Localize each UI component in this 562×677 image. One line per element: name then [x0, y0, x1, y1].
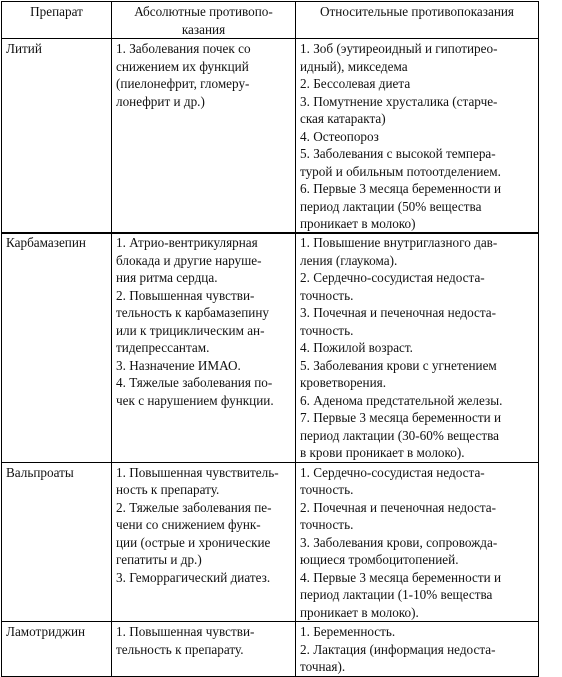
- absolute-contraindications: [112, 39, 296, 234]
- text-line: лонефрит и др.): [116, 93, 205, 109]
- header-row: [2, 2, 539, 39]
- text-line: тидепрессантам.: [116, 340, 210, 355]
- text-line: или к трициклическим ан-: [116, 322, 265, 338]
- text-line: 2. Тяжелые заболевания пе-: [116, 499, 272, 515]
- text-line: 4. Тяжелые заболевания по-: [116, 375, 273, 390]
- text-line: 1. Атрио-вентрикулярная: [116, 235, 258, 250]
- text-line: тельность к препарату.: [116, 641, 244, 657]
- text-line: 3. Геморрагический диатез.: [116, 569, 271, 585]
- text-line: 3. Почечная и печеночная недоста-: [300, 305, 497, 320]
- header-relative: Относительные противопоказания: [296, 2, 539, 39]
- drug-name: Вальпроаты: [2, 462, 112, 622]
- text-line: 1. Беременность.: [300, 624, 396, 639]
- text-line: 1. Зоб (эутиреоидный и гипотирео-: [300, 41, 498, 56]
- text-line: 3. Помутнение хрусталика (старче-: [300, 93, 498, 109]
- header-absolute: [112, 2, 296, 39]
- text-line: 5. Заболевания крови с угнетением: [300, 357, 497, 373]
- text-line: снижением их функций: [116, 58, 249, 74]
- text-line: 4. Остеопороз: [300, 128, 379, 144]
- text-line: 2. Почечная и печеночная недоста-: [300, 499, 497, 515]
- text-line: точность.: [300, 482, 354, 497]
- text-line: точность.: [300, 287, 354, 303]
- text-line: 4. Первые 3 месяца беременности и: [300, 569, 502, 585]
- text-line: 6. Первые 3 месяца беременности и: [300, 181, 502, 196]
- absolute-contraindications: [112, 233, 296, 463]
- table-row: [2, 622, 539, 677]
- text-line: ния ритма сердца.: [116, 270, 218, 285]
- relative-contraindications: [296, 462, 539, 622]
- absolute-contraindications: [112, 462, 296, 622]
- drug-name: Литий: [2, 39, 112, 234]
- text-line: 7. Первые 3 месяца беременности и: [300, 410, 502, 425]
- text-line: блокада и другие наруше-: [116, 252, 262, 268]
- absolute-contraindications: [112, 622, 296, 677]
- text-line: 4. Пожилой возраст.: [300, 340, 413, 355]
- text-line: гепатиты и др.): [116, 552, 202, 567]
- header-absolute-line2: казания: [181, 21, 226, 37]
- text-line: ность к препарату.: [116, 482, 220, 497]
- relative-contraindications: [296, 39, 539, 234]
- text-line: кроветворения.: [300, 375, 387, 390]
- text-line: 1. Сердечно-сосудистая недоста-: [300, 464, 485, 480]
- text-line: проникает в молоко).: [300, 604, 419, 620]
- text-line: идный), микседема: [300, 58, 408, 74]
- text-line: 1. Заболевания почек со: [116, 41, 251, 56]
- text-line: 3. Назначение ИМАО.: [116, 357, 241, 373]
- header-drug: Препарат: [2, 2, 112, 39]
- contraindications-table-top: [1, 1, 539, 234]
- drug-name: Ламотриджин: [2, 622, 112, 677]
- text-line: период лактации (1-10% вещества: [300, 587, 493, 602]
- text-line: 2. Повышенная чувстви-: [116, 287, 255, 303]
- text-line: 2. Сердечно-сосудистая недоста-: [300, 270, 485, 285]
- table-row: [2, 39, 539, 234]
- text-line: ции (острые и хронические: [116, 534, 271, 550]
- table-row: [2, 462, 539, 622]
- text-line: 2. Лактация (информация недоста-: [300, 641, 496, 657]
- text-line: период лактации (50% вещества: [300, 198, 482, 214]
- header-absolute-line1: Абсолютные противопо-: [134, 4, 273, 19]
- text-line: проникает в молоко): [300, 216, 416, 231]
- table-row: [2, 233, 539, 463]
- text-line: 6. Аденома предстательной железы.: [300, 392, 503, 408]
- text-line: 1. Повышенная чувствитель-: [116, 464, 279, 480]
- text-line: 1. Повышенная чувстви-: [116, 624, 255, 639]
- text-line: ления (глаукома).: [300, 252, 398, 268]
- text-line: ющиеся тромбоцитопенией.: [300, 552, 459, 567]
- text-line: точная).: [300, 659, 346, 674]
- text-line: турой и обильным потоотделением.: [300, 163, 501, 179]
- text-line: ская катаракта): [300, 111, 386, 126]
- text-line: тельность к карбамазепину: [116, 305, 269, 320]
- relative-contraindications: [296, 622, 539, 677]
- text-line: точность.: [300, 517, 354, 532]
- text-line: 5. Заболевания с высокой темпера-: [300, 146, 496, 161]
- text-line: период лактации (30-60% вещества: [300, 427, 499, 443]
- contraindications-table-bottom: [1, 232, 539, 677]
- relative-contraindications: [296, 233, 539, 463]
- text-line: (пиелонефрит, гломеру-: [116, 76, 250, 91]
- text-line: чени со снижением функ-: [116, 517, 261, 532]
- drug-name: Карбамазепин: [2, 233, 112, 463]
- text-line: 3. Заболевания крови, сопровожда-: [300, 534, 498, 550]
- text-line: 2. Бессолевая диета: [300, 76, 411, 91]
- text-line: 1. Повышение внутриглазного дав-: [300, 235, 498, 250]
- text-line: в крови проникает в молоко).: [300, 445, 465, 460]
- text-line: точность.: [300, 322, 354, 338]
- text-line: чек с нарушением функции.: [116, 392, 274, 408]
